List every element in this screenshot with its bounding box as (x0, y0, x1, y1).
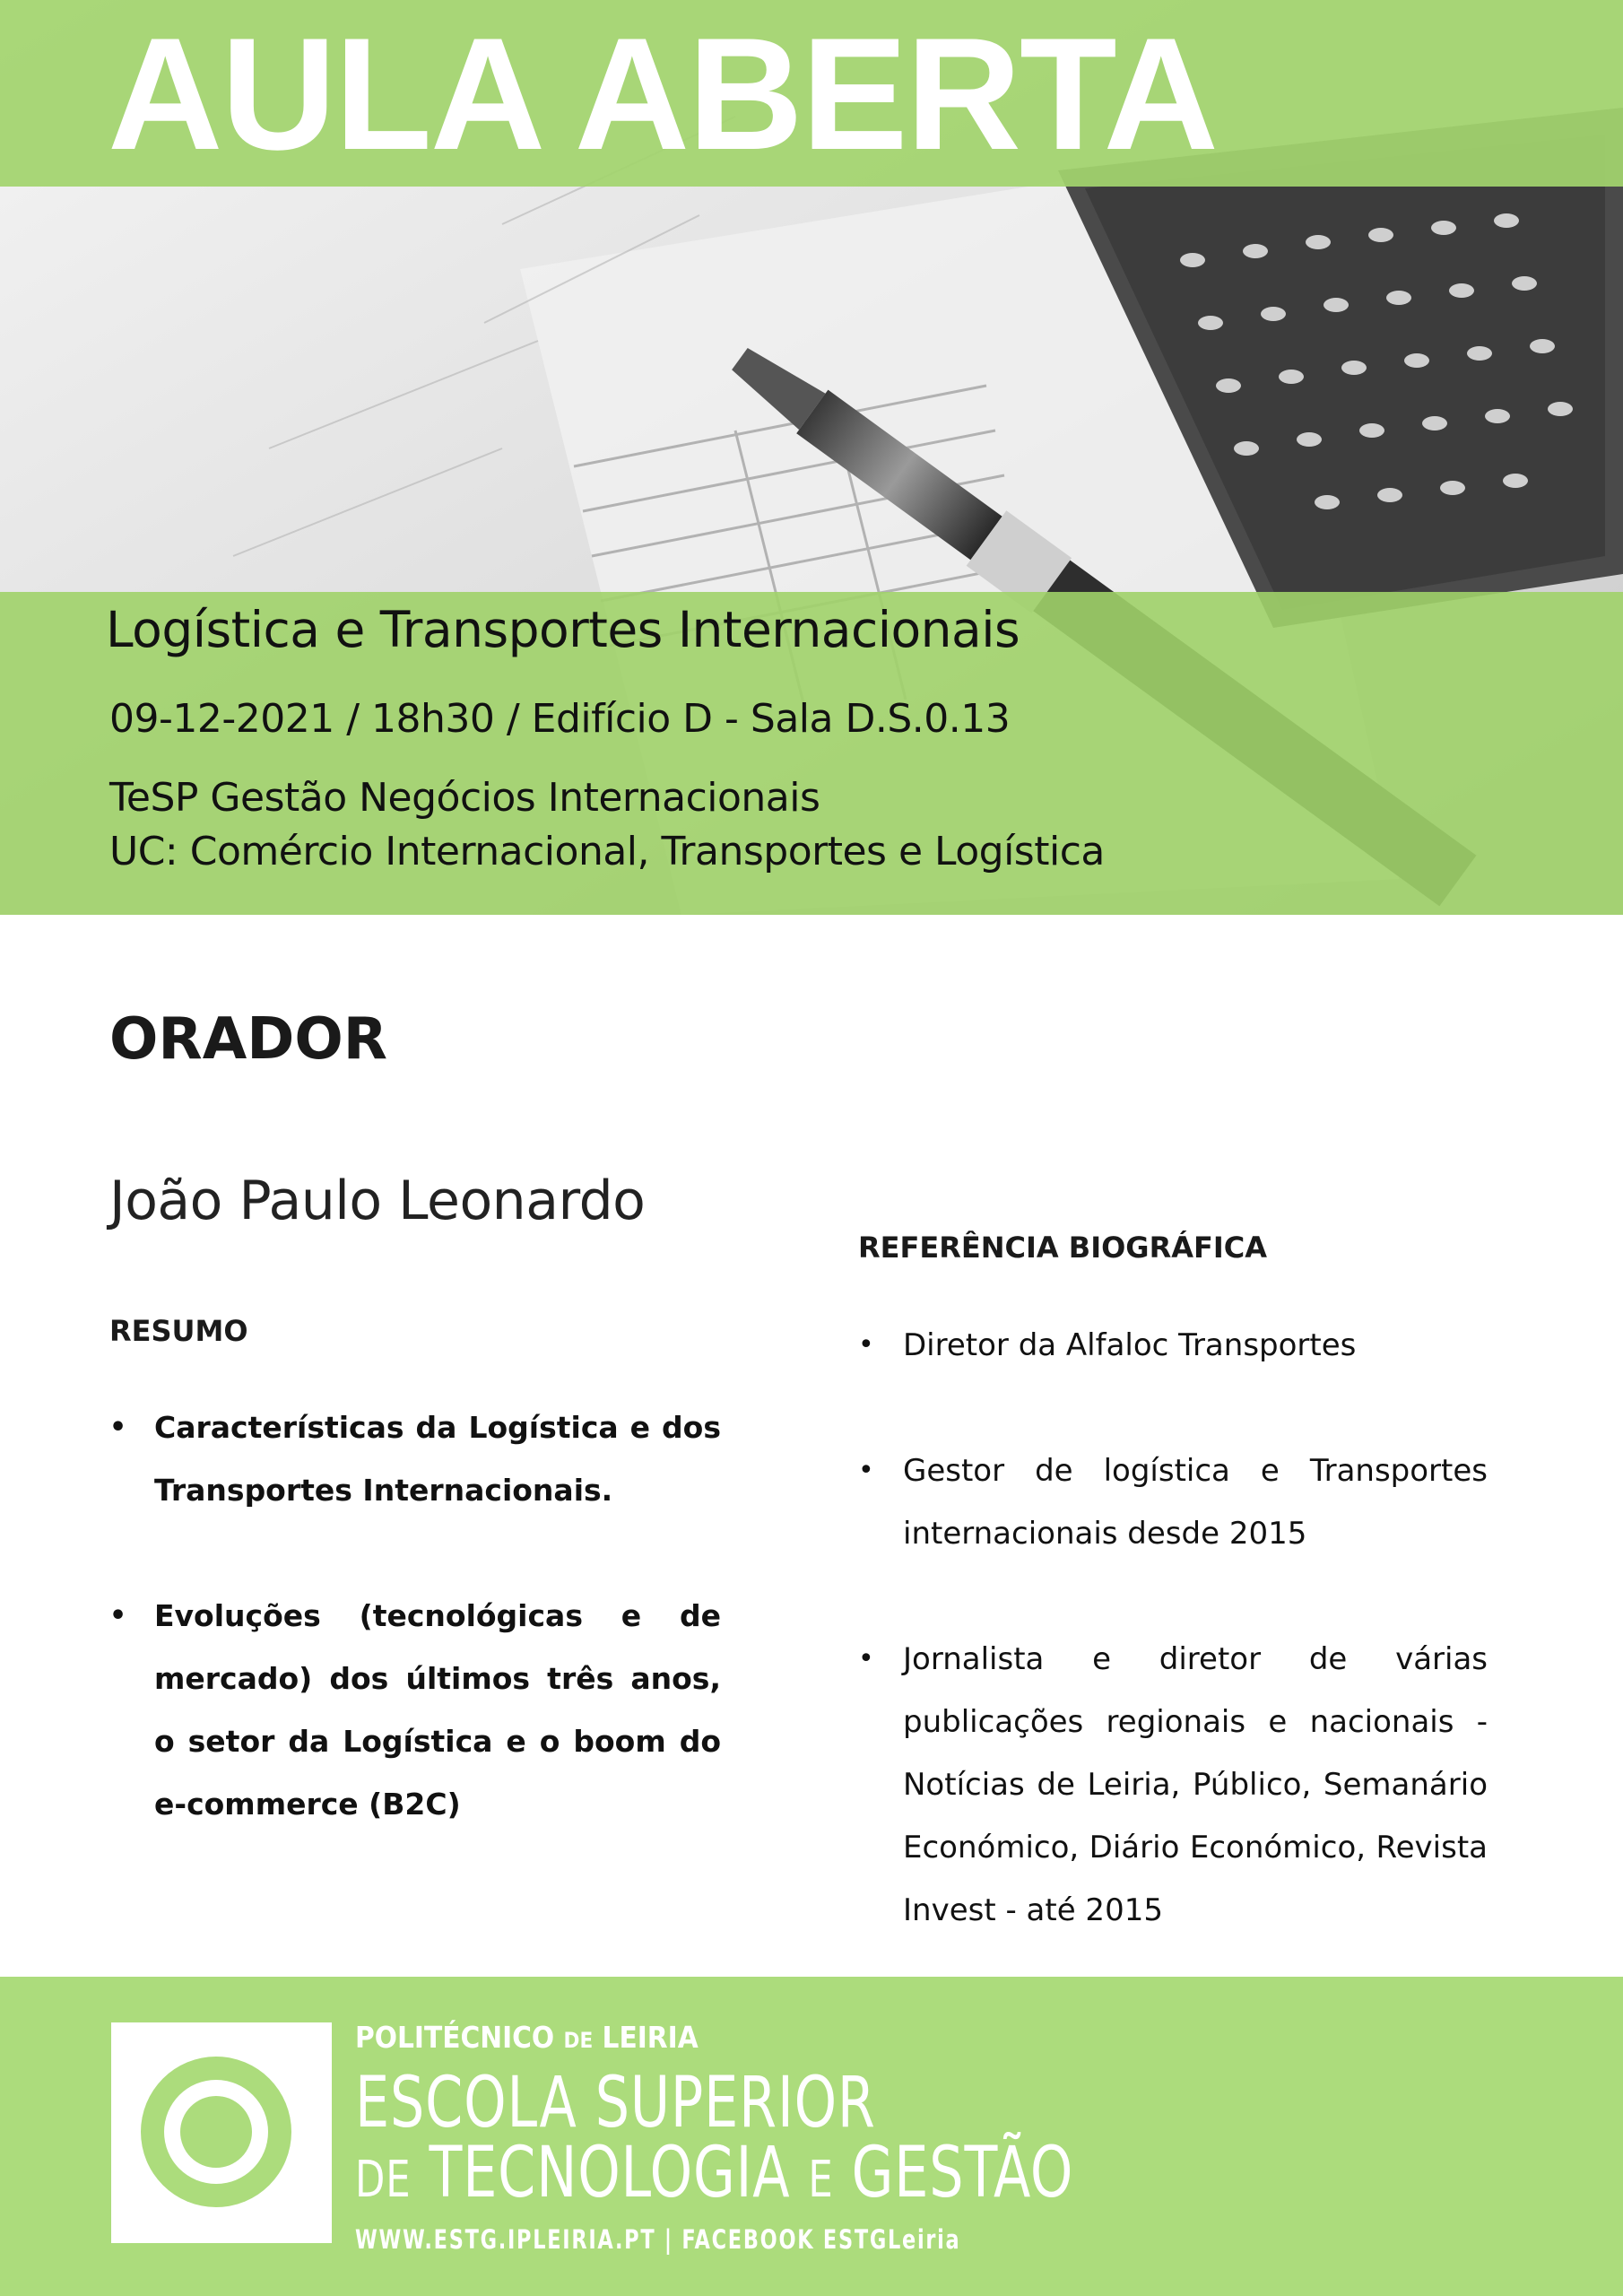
institution-city: LEIRIA (602, 2020, 699, 2055)
list-item (109, 1585, 721, 1836)
bullet-icon: • (858, 1455, 874, 1486)
school-e: E (808, 2151, 834, 2209)
school-name-line1: ESCOLA SUPERIOR (355, 2063, 876, 2144)
bio-heading: REFERÊNCIA BIOGRÁFICA (858, 1231, 1267, 1265)
bio-list (858, 1314, 1488, 1942)
website-link[interactable]: WWW.ESTG.IPLEIRIA.PT (355, 2224, 656, 2255)
page-title: AULA ABERTA (108, 4, 1218, 183)
list-item (858, 1314, 1488, 1377)
resumo-list (109, 1396, 721, 1836)
institution-main: POLITÉCNICO (355, 2020, 555, 2055)
hero-banner (0, 0, 1623, 915)
event-curricular-unit: UC: Comércio Internacional, Transportes e Logística (109, 829, 1105, 874)
bullet-icon: • (109, 1600, 127, 1631)
school-end: GESTÃO (851, 2133, 1074, 2213)
school-name-line2 (355, 2133, 1073, 2213)
footer-web-links (355, 2224, 960, 2255)
school-mid: TECNOLOGIA (429, 2133, 791, 2213)
resumo-heading: RESUMO (109, 1314, 248, 1348)
list-item (858, 1628, 1488, 1942)
footer-band (0, 1977, 1623, 2296)
estg-logo-icon (111, 2022, 332, 2243)
list-item (109, 1396, 721, 1522)
speaker-name: João Paulo Leonardo (109, 1170, 646, 1232)
bullet-icon: • (109, 1412, 127, 1443)
institution-name (355, 2020, 699, 2055)
bullet-icon: • (858, 1643, 874, 1674)
event-topic: Logística e Transportes Internacionais (106, 601, 1020, 658)
event-course: TeSP Gestão Negócios Internacionais (109, 775, 820, 821)
event-date-time-location: 09-12-2021 / 18h30 / Edifício D - Sala D.S.0.13 (109, 696, 1011, 742)
resumo-item-text: Evoluções (tecnológicas e de mercado) dos últimos três anos, o setor da Logística e o boom do e-commerce (B2C) (154, 1598, 721, 1822)
bio-item-text: Gestor de logística e Transportes internacionais desde 2015 (903, 1453, 1488, 1552)
resumo-item-text: Características da Logística e dos Transportes Internacionais. (154, 1410, 721, 1508)
speaker-heading: ORADOR (109, 1006, 388, 1073)
bio-item-text: Jornalista e diretor de várias publicações regionais e nacionais - Notícias de Leiria, Público, Semanário Económico, Diário Económico, Revista Invest - até 2015 (903, 1641, 1488, 1928)
bullet-icon: • (858, 1329, 874, 1361)
bio-item-text: Diretor da Alfaloc Transportes (903, 1327, 1357, 1363)
institution-de: DE (563, 2028, 594, 2053)
school-de: DE (355, 2151, 412, 2209)
facebook-link[interactable]: | FACEBOOK ESTGLeiria (664, 2224, 961, 2255)
logo-mark (111, 2022, 332, 2243)
list-item (858, 1439, 1488, 1565)
